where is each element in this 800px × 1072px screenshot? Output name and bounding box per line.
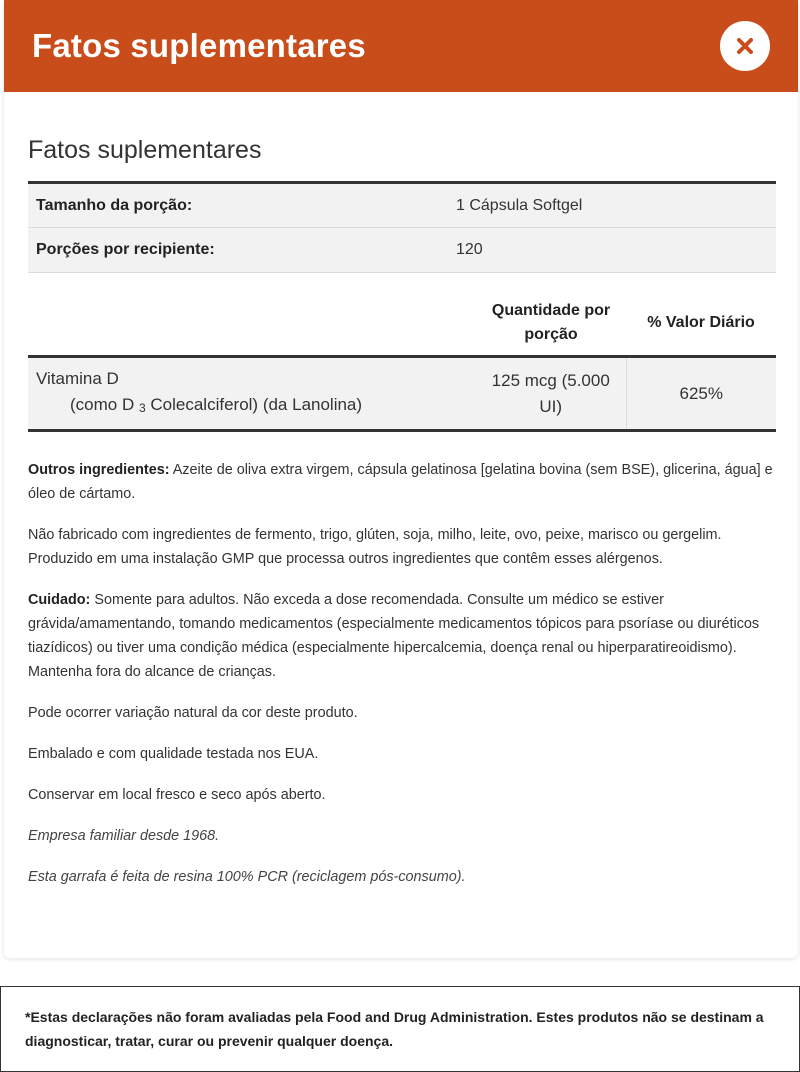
serving-size-row xyxy=(28,183,776,228)
modal-content xyxy=(4,136,798,889)
nutrients-table xyxy=(28,299,776,432)
allergen-statement: Não fabricado com ingredientes de fermento, trigo, glúten, soja, milho, leite, ovo, peixe, marisco ou gergelim. Produzido em uma instalação GMP que processa outros ingredientes que contêm esses alérgenos. xyxy=(28,527,722,567)
product-notes xyxy=(28,458,774,889)
daily-value-header: % Valor Diário xyxy=(647,314,755,331)
nutrient-detail-suffix: Colecalciferol) (da Lanolina) xyxy=(150,395,363,414)
servings-per-container-row xyxy=(28,228,776,273)
family-note-text: Empresa familiar desde 1968. xyxy=(28,828,220,844)
nutrient-daily-value: 625% xyxy=(626,357,776,431)
nutrient-row xyxy=(28,357,776,431)
packaged-note: Embalado e com qualidade testada nos EUA. xyxy=(28,746,319,762)
serving-table xyxy=(28,181,776,273)
modal-header xyxy=(4,0,798,92)
other-ingredients-label: Outros ingredientes: xyxy=(28,462,170,478)
family-note xyxy=(28,824,774,848)
nutrient-detail-subscript: 3 xyxy=(138,401,146,415)
modal-title: Fatos suplementares xyxy=(32,27,366,64)
bottle-note xyxy=(28,865,774,889)
other-ingredients xyxy=(28,458,774,506)
storage-note: Conservar em local fresco e seco após aberto. xyxy=(28,787,326,803)
bottle-note-text: Esta garrafa é feita de resina 100% PCR (reciclagem pós-consumo). xyxy=(28,869,466,885)
serving-size-value: 1 Cápsula Softgel xyxy=(456,196,583,214)
serving-size-label: Tamanho da porção: xyxy=(36,196,193,214)
fda-disclaimer: *Estas declarações não foram avaliadas pela Food and Drug Administration. Estes produtos não se destinam a diagnosticar, tratar, curar ou prevenir qualquer doença. xyxy=(0,986,800,1072)
nutrients-header-row xyxy=(28,299,776,357)
other-ingredients-text: Azeite de oliva extra virgem, cápsula gelatinosa [gelatina bovina (sem BSE), glicerina, água] e óleo de cártamo. xyxy=(28,462,773,502)
servings-per-container-value: 120 xyxy=(456,241,483,258)
nutrient-name-header xyxy=(28,299,476,357)
servings-per-container-label: Porções por recipiente: xyxy=(36,241,215,258)
caution-label: Cuidado: xyxy=(28,592,91,608)
nutrient-detail xyxy=(36,392,468,421)
nutrient-detail-prefix: (como D xyxy=(70,395,135,414)
close-icon xyxy=(735,36,755,56)
caution-statement xyxy=(28,588,774,684)
nutrient-name: Vitamina D xyxy=(36,369,119,388)
amount-header: Quantidade por porção xyxy=(491,302,611,343)
supplement-facts-modal xyxy=(4,0,798,958)
caution-text: Somente para adultos. Não exceda a dose recomendada. Consulte um médico se estiver grávida/amamentando, tomando medicamentos (especialmente medicamentos tópicos para psoríase ou diuréticos tiazídicos) ou tiver uma condição médica (especialmente hipercalcemia, doença renal ou hiperparatireoidismo). Mantenha fora do alcance de crianças. xyxy=(28,592,760,680)
nutrient-amount: 125 mcg (5.000 UI) xyxy=(491,370,610,416)
close-button[interactable] xyxy=(720,21,770,71)
color-variation-note: Pode ocorrer variação natural da cor deste produto. xyxy=(28,705,358,721)
nutrient-name-cell xyxy=(28,357,476,431)
section-title: Fatos suplementares xyxy=(28,136,262,164)
